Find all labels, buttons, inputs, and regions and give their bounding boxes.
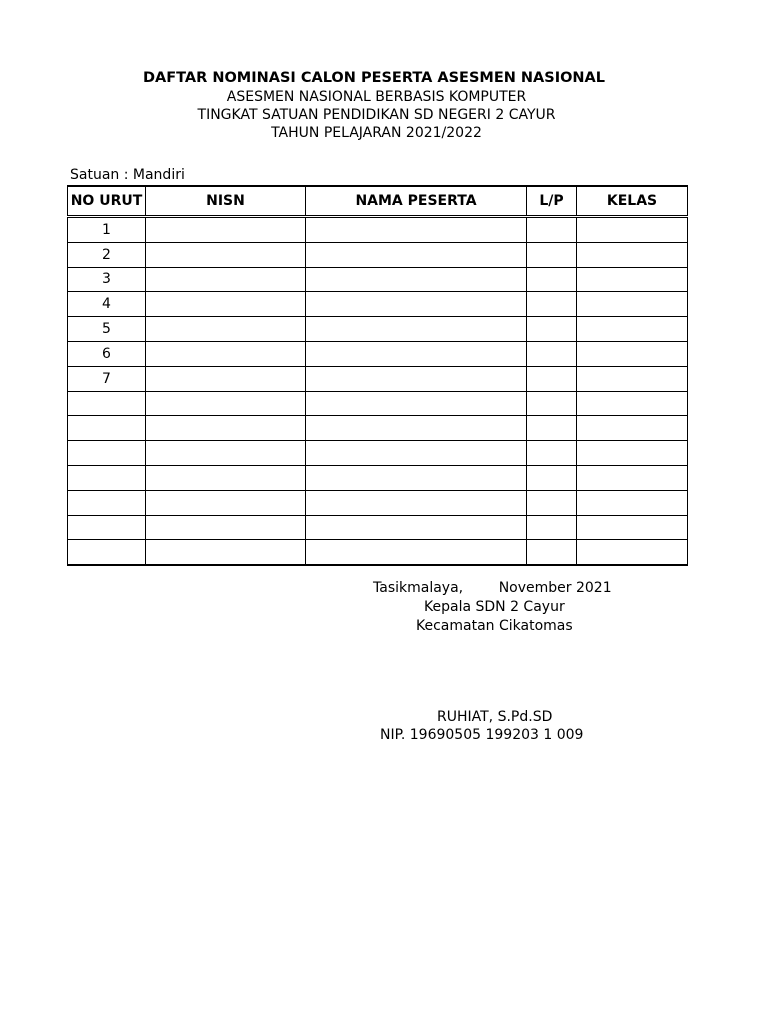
cell-nisn (146, 317, 306, 342)
subtitle-line-3: TAHUN PELAJARAN 2021/2022 (271, 125, 482, 141)
signature-place-date: Tasikmalaya, November 2021 (373, 580, 612, 596)
cell-kelas (577, 366, 688, 391)
cell-no-urut: 2 (68, 242, 146, 267)
cell-kelas (577, 441, 688, 466)
cell-nama-peserta (306, 391, 527, 416)
column-header-kelas: KELAS (577, 186, 688, 217)
cell-no-urut (68, 416, 146, 441)
column-header-nisn: NISN (146, 186, 306, 217)
satuan-label: Satuan : Mandiri (70, 167, 185, 183)
cell-nama-peserta (306, 540, 527, 565)
cell-lp (527, 292, 577, 317)
cell-nama-peserta (306, 341, 527, 366)
column-header-no-urut: NO URUT (68, 186, 146, 217)
signature-district: Kecamatan Cikatomas (416, 618, 573, 634)
document-title: DAFTAR NOMINASI CALON PESERTA ASESMEN NASIONAL (142, 70, 606, 86)
table-row (68, 267, 688, 292)
cell-nisn (146, 441, 306, 466)
cell-nisn (146, 366, 306, 391)
cell-lp (527, 465, 577, 490)
cell-lp (527, 366, 577, 391)
cell-no-urut: 3 (68, 267, 146, 292)
cell-kelas (577, 515, 688, 540)
table-row (68, 217, 688, 243)
cell-nisn (146, 267, 306, 292)
cell-nama-peserta (306, 292, 527, 317)
table-row (68, 465, 688, 490)
table-row (68, 441, 688, 466)
cell-no-urut (68, 515, 146, 540)
cell-lp (527, 242, 577, 267)
cell-kelas (577, 317, 688, 342)
column-header-lp: L/P (527, 186, 577, 217)
cell-nisn (146, 341, 306, 366)
subtitle-line-2: TINGKAT SATUAN PENDIDIKAN SD NEGERI 2 CAYUR (197, 107, 556, 123)
table-body (68, 217, 688, 566)
cell-nama-peserta (306, 242, 527, 267)
table-row (68, 391, 688, 416)
cell-lp (527, 217, 577, 243)
cell-nama-peserta (306, 490, 527, 515)
cell-lp (527, 341, 577, 366)
table-row (68, 242, 688, 267)
cell-kelas (577, 292, 688, 317)
signature-nip: NIP. 19690505 199203 1 009 (380, 727, 584, 743)
cell-kelas (577, 540, 688, 565)
cell-nisn (146, 242, 306, 267)
table-row (68, 366, 688, 391)
table-row (68, 490, 688, 515)
cell-lp (527, 267, 577, 292)
cell-nama-peserta (306, 441, 527, 466)
subtitle-line-1: ASESMEN NASIONAL BERBASIS KOMPUTER (226, 89, 527, 105)
cell-no-urut (68, 465, 146, 490)
cell-nama-peserta (306, 465, 527, 490)
cell-no-urut (68, 490, 146, 515)
cell-lp (527, 317, 577, 342)
table-header-row (68, 186, 688, 217)
cell-nama-peserta (306, 366, 527, 391)
cell-lp (527, 540, 577, 565)
cell-no-urut (68, 540, 146, 565)
cell-kelas (577, 465, 688, 490)
cell-no-urut: 5 (68, 317, 146, 342)
column-header-nama-peserta: NAMA PESERTA (306, 186, 527, 217)
cell-no-urut (68, 441, 146, 466)
table-row (68, 515, 688, 540)
cell-nisn (146, 540, 306, 565)
cell-nisn (146, 490, 306, 515)
cell-lp (527, 391, 577, 416)
signature-position: Kepala SDN 2 Cayur (424, 599, 565, 615)
cell-kelas (577, 391, 688, 416)
cell-nisn (146, 515, 306, 540)
cell-nisn (146, 465, 306, 490)
table-row (68, 292, 688, 317)
cell-nisn (146, 292, 306, 317)
cell-nama-peserta (306, 217, 527, 243)
cell-no-urut: 6 (68, 341, 146, 366)
cell-kelas (577, 217, 688, 243)
cell-lp (527, 490, 577, 515)
cell-kelas (577, 242, 688, 267)
cell-no-urut: 7 (68, 366, 146, 391)
cell-nama-peserta (306, 515, 527, 540)
cell-nisn (146, 416, 306, 441)
table-row (68, 416, 688, 441)
cell-lp (527, 441, 577, 466)
cell-lp (527, 515, 577, 540)
cell-lp (527, 416, 577, 441)
cell-no-urut (68, 391, 146, 416)
table-row (68, 341, 688, 366)
table-row (68, 317, 688, 342)
cell-kelas (577, 490, 688, 515)
cell-nama-peserta (306, 416, 527, 441)
cell-kelas (577, 416, 688, 441)
cell-nisn (146, 217, 306, 243)
cell-kelas (577, 267, 688, 292)
cell-no-urut: 4 (68, 292, 146, 317)
cell-nisn (146, 391, 306, 416)
cell-no-urut: 1 (68, 217, 146, 243)
cell-kelas (577, 341, 688, 366)
table-row (68, 540, 688, 565)
signature-name: RUHIAT, S.Pd.SD (437, 709, 553, 725)
cell-nama-peserta (306, 267, 527, 292)
participant-table (67, 185, 688, 566)
cell-nama-peserta (306, 317, 527, 342)
